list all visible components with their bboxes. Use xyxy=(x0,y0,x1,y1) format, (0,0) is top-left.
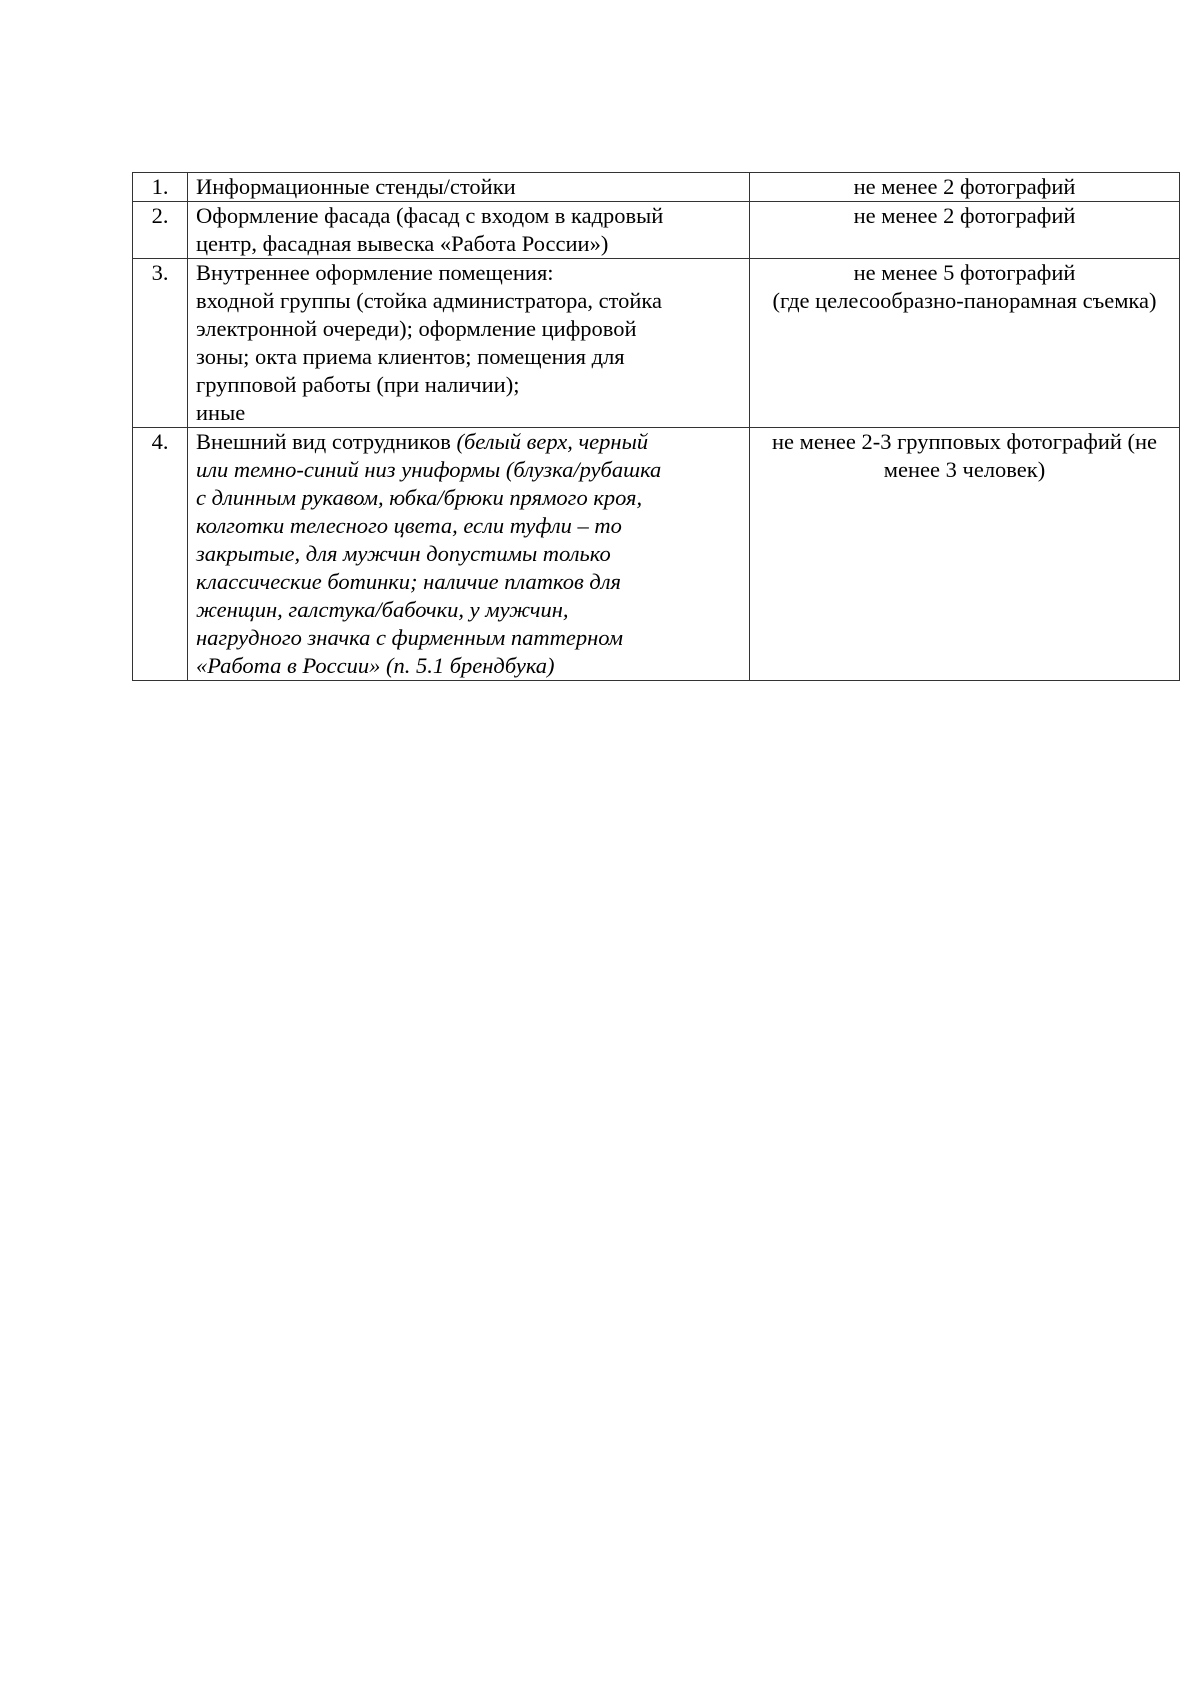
row-description xyxy=(188,173,750,202)
text-line: зоны; окта приема клиентов; помещения для xyxy=(196,344,625,369)
text-line: женщин, галстука/бабочки, у мужчин, xyxy=(196,597,569,622)
row-description xyxy=(188,428,750,681)
row-number: 2. xyxy=(133,202,188,259)
row-requirement xyxy=(750,202,1180,259)
text-line: не менее 2-3 групповых фотографий (не xyxy=(771,429,1158,454)
table-row xyxy=(133,428,1180,681)
text-line: (где целесообразно-панорамная съемка) xyxy=(772,288,1157,313)
text-line: Оформление фасада (фасад с входом в кадровый xyxy=(196,203,664,228)
text-line: центр, фасадная вывеска «Работа России») xyxy=(196,231,609,256)
text-line: колготки телесного цвета, если туфли – то xyxy=(196,513,622,538)
row-requirement xyxy=(750,428,1180,681)
text-line: не менее 5 фотографий xyxy=(853,260,1076,285)
text-line: нагрудного значка с фирменным паттерном xyxy=(196,625,623,650)
text-line: иные xyxy=(196,400,246,425)
text-line: электронной очереди); оформление цифровой xyxy=(196,316,637,341)
text-line: Внутреннее оформление помещения: xyxy=(196,260,554,285)
table-row xyxy=(133,173,1180,202)
requirements-table xyxy=(132,172,1180,681)
text-line: закрытые, для мужчин допустимы только xyxy=(196,541,611,566)
text-line: или темно-синий низ униформы (блузка/рубашка xyxy=(196,457,662,482)
text-line: классические ботинки; наличие платков для xyxy=(196,569,622,594)
text-line: Информационные стенды/стойки xyxy=(196,174,516,199)
text-line: входной группы (стойка администратора, стойка xyxy=(196,288,662,313)
row-number: 1. xyxy=(133,173,188,202)
row-description xyxy=(188,202,750,259)
text-italic: (белый верх, черный xyxy=(456,429,649,454)
row-requirement xyxy=(750,259,1180,428)
row-description xyxy=(188,259,750,428)
row-requirement xyxy=(750,173,1180,202)
text-line: групповой работы (при наличии); xyxy=(196,372,520,397)
row-number: 3. xyxy=(133,259,188,428)
table-row xyxy=(133,259,1180,428)
text-line: «Работа в России» (п. 5.1 брендбука) xyxy=(196,653,555,678)
text-line: с длинным рукавом, юбка/брюки прямого кроя, xyxy=(196,485,643,510)
text-line: не менее 2 фотографий xyxy=(853,203,1076,228)
text-line: не менее 2 фотографий xyxy=(853,174,1076,199)
table-row xyxy=(133,202,1180,259)
text-normal: Внешний вид сотрудников xyxy=(196,429,457,454)
text-line: менее 3 человек) xyxy=(883,457,1046,482)
row-number: 4. xyxy=(133,428,188,681)
text-line xyxy=(196,428,741,456)
